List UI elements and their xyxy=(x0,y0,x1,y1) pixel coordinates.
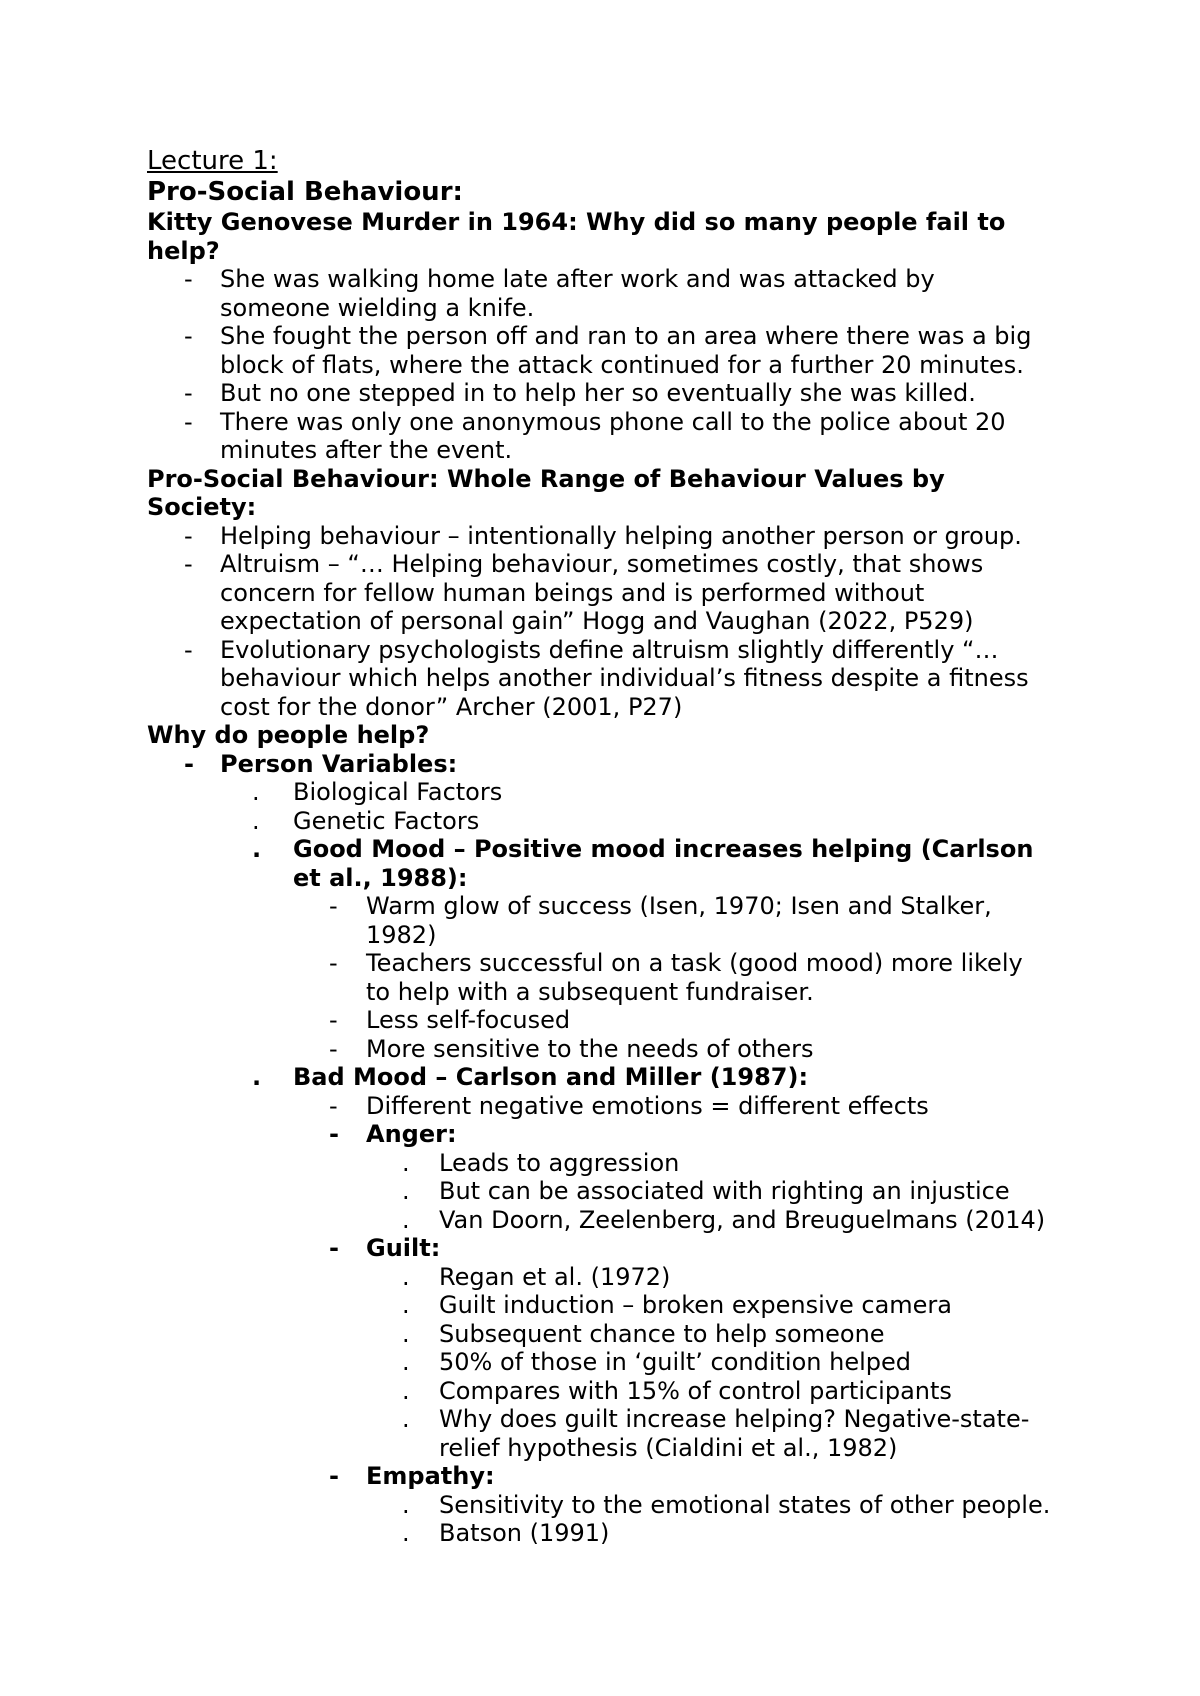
line-text: Pro-Social Behaviour: Whole Range of Behaviour Values by xyxy=(147,464,945,493)
bullet-dash: - xyxy=(329,1006,338,1034)
line-text: Regan et al. (1972) xyxy=(439,1262,671,1291)
list-item xyxy=(147,351,1067,380)
line-text: Good Mood – Positive mood increases helping (Carlson xyxy=(293,835,1034,863)
line-text: Altruism – “… Helping behaviour, sometimes costly, that shows xyxy=(220,550,984,578)
list-item xyxy=(147,1348,1067,1377)
list-item xyxy=(147,1263,1067,1292)
bullet-dot: . xyxy=(402,1205,410,1234)
list-item xyxy=(147,949,1067,978)
list-item xyxy=(147,379,1067,408)
line-text: More sensitive to the needs of others xyxy=(366,1034,814,1063)
list-item xyxy=(147,1063,1067,1092)
line-text: Warm glow of success (Isen, 1970; Isen and Stalker, xyxy=(366,892,992,920)
line-text: 1982) xyxy=(366,920,437,949)
line-text: behaviour which helps another individual’s fitness despite a fitness xyxy=(220,664,1029,692)
list-item xyxy=(147,750,1067,779)
line-text: et al., 1988): xyxy=(293,863,468,892)
line-text: But can be associated with righting an injustice xyxy=(439,1177,1010,1205)
line-text: Subsequent chance to help someone xyxy=(439,1319,885,1348)
section-heading xyxy=(147,721,1067,750)
line-text: Bad Mood – Carlson and Miller (1987): xyxy=(293,1063,809,1091)
line-text: Guilt induction – broken expensive camera xyxy=(439,1291,952,1319)
bullet-dash: - xyxy=(184,521,193,550)
list-item xyxy=(147,864,1067,893)
bullet-dot: . xyxy=(252,835,262,863)
line-text: expectation of personal gain” Hogg and Vaughan (2022, P529) xyxy=(220,607,974,635)
document-subtitle: Pro-Social Behaviour: xyxy=(147,177,463,207)
list-item xyxy=(147,1377,1067,1406)
line-text: Compares with 15% of control participants xyxy=(439,1376,952,1405)
notes-list xyxy=(147,208,1067,1548)
section-heading xyxy=(147,208,1067,237)
bullet-dot: . xyxy=(402,1291,410,1319)
line-text: She fought the person off and ran to an area where there was a big xyxy=(220,322,1032,350)
list-item xyxy=(147,1234,1067,1263)
list-item xyxy=(147,322,1067,351)
line-text: But no one stepped in to help her so eventually she was killed. xyxy=(220,379,976,407)
bullet-dash: - xyxy=(329,1034,338,1063)
line-text: Society: xyxy=(147,493,257,521)
line-text: Different negative emotions = different effects xyxy=(366,1091,929,1120)
bullet-dash: - xyxy=(329,1234,339,1262)
line-text: Van Doorn, Zeelenberg, and Breuguelmans (2014) xyxy=(439,1205,1046,1234)
list-item xyxy=(147,1519,1067,1548)
list-item xyxy=(147,1006,1067,1035)
list-item xyxy=(147,408,1067,437)
section-heading xyxy=(147,493,1067,522)
bullet-dash: - xyxy=(184,550,193,578)
line-text: relief hypothesis (Cialdini et al., 1982) xyxy=(439,1433,898,1462)
line-text: help? xyxy=(147,236,220,265)
list-item xyxy=(147,1462,1067,1491)
list-item xyxy=(147,807,1067,836)
bullet-dot: . xyxy=(252,1063,262,1091)
bullet-dash: - xyxy=(184,322,193,350)
line-text: Leads to aggression xyxy=(439,1148,680,1177)
line-text: Sensitivity to the emotional states of other people. xyxy=(439,1490,1051,1519)
bullet-dot: . xyxy=(402,1319,410,1348)
list-item xyxy=(147,921,1067,950)
list-item xyxy=(147,664,1067,693)
line-text: Why do people help? xyxy=(147,721,430,749)
list-item xyxy=(147,1092,1067,1121)
bullet-dot: . xyxy=(402,1262,410,1291)
list-item xyxy=(147,693,1067,722)
list-item xyxy=(147,579,1067,608)
bullet-dash: - xyxy=(329,1462,339,1490)
line-text: Less self-focused xyxy=(366,1006,571,1034)
list-item xyxy=(147,1320,1067,1349)
bullet-dash: - xyxy=(329,1120,339,1148)
line-text: Batson (1991) xyxy=(439,1519,610,1547)
bullet-dash: - xyxy=(184,635,193,664)
line-text: She was walking home late after work and was attacked by xyxy=(220,265,935,293)
line-text: Guilt: xyxy=(366,1234,441,1262)
list-item xyxy=(147,436,1067,465)
line-text: There was only one anonymous phone call to the police about 20 xyxy=(220,407,1006,436)
list-item xyxy=(147,778,1067,807)
bullet-dot: . xyxy=(402,1148,410,1177)
bullet-dot: . xyxy=(402,1490,410,1519)
list-item xyxy=(147,978,1067,1007)
list-item xyxy=(147,265,1067,294)
bullet-dot: . xyxy=(402,1177,410,1205)
line-text: Empathy: xyxy=(366,1462,495,1490)
list-item xyxy=(147,1434,1067,1463)
document-body xyxy=(147,146,1067,1548)
bullet-dot: . xyxy=(252,806,260,835)
line-text: block of flats, where the attack continued for a further 20 minutes. xyxy=(220,350,1024,379)
bullet-dot: . xyxy=(402,1519,410,1547)
line-text: someone wielding a knife. xyxy=(220,293,535,322)
list-item xyxy=(147,1120,1067,1149)
bullet-dot: . xyxy=(252,778,260,806)
list-item xyxy=(147,550,1067,579)
bullet-dot: . xyxy=(402,1376,410,1405)
list-item xyxy=(147,892,1067,921)
line-text: cost for the donor” Archer (2001, P27) xyxy=(220,692,683,721)
bullet-dash: - xyxy=(184,379,193,407)
section-heading xyxy=(147,465,1067,494)
list-item xyxy=(147,835,1067,864)
line-text: Anger: xyxy=(366,1120,457,1148)
list-item xyxy=(147,636,1067,665)
line-text: concern for fellow human beings and is performed without xyxy=(220,578,925,607)
bullet-dash: - xyxy=(184,407,193,436)
list-item xyxy=(147,1035,1067,1064)
line-text: Helping behaviour – intentionally helping another person or group. xyxy=(220,521,1022,550)
bullet-dash: - xyxy=(184,749,194,778)
line-text: Genetic Factors xyxy=(293,806,480,835)
document-title: Lecture 1: xyxy=(147,146,278,176)
list-item xyxy=(147,607,1067,636)
bullet-dot: . xyxy=(402,1348,410,1376)
list-item xyxy=(147,1149,1067,1178)
bullet-dash: - xyxy=(329,892,338,920)
line-text: Why does guilt increase helping? Negative-state- xyxy=(439,1405,1030,1433)
bullet-dash: - xyxy=(329,949,338,977)
list-item xyxy=(147,1177,1067,1206)
list-item xyxy=(147,1206,1067,1235)
list-item xyxy=(147,1405,1067,1434)
bullet-dot: . xyxy=(402,1405,410,1433)
line-text: 50% of those in ‘guilt’ condition helped xyxy=(439,1348,911,1376)
line-text: Biological Factors xyxy=(293,778,503,806)
list-item xyxy=(147,522,1067,551)
list-item xyxy=(147,294,1067,323)
line-text: minutes after the event. xyxy=(220,436,513,464)
list-item xyxy=(147,1491,1067,1520)
line-text: to help with a subsequent fundraiser. xyxy=(366,977,814,1006)
line-text: Kitty Genovese Murder in 1964: Why did so many people fail to xyxy=(147,208,1006,236)
line-text: Teachers successful on a task (good mood) more likely xyxy=(366,949,1023,977)
bullet-dash: - xyxy=(184,265,193,293)
line-text: Evolutionary psychologists define altruism slightly differently “… xyxy=(220,635,999,664)
section-heading xyxy=(147,237,1067,266)
list-item xyxy=(147,1291,1067,1320)
bullet-dash: - xyxy=(329,1091,338,1120)
line-text: Person Variables: xyxy=(220,749,458,778)
